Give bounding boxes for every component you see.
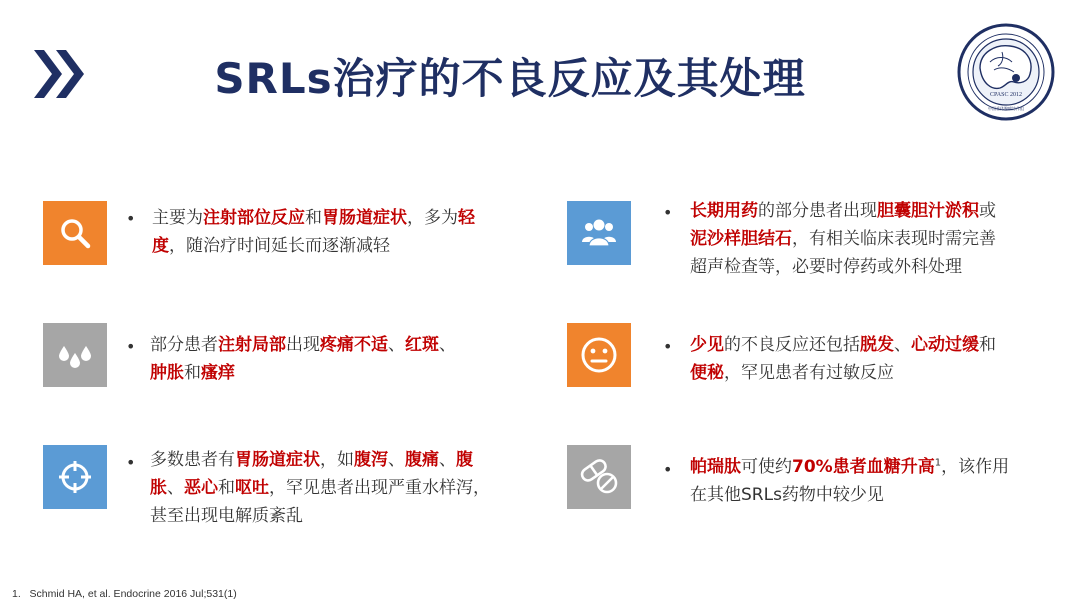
highlight-text: 腹泻 bbox=[354, 450, 388, 470]
highlight-text: 腹 bbox=[456, 450, 473, 470]
highlight-text: 瘙痒 bbox=[201, 363, 235, 383]
body-text: 部分患者 bbox=[150, 335, 218, 355]
neutral-face-icon bbox=[580, 336, 618, 374]
body-text: 、 bbox=[439, 335, 456, 355]
item-text bbox=[690, 453, 1050, 509]
droplets-icon-box bbox=[43, 323, 107, 387]
body-text: 或 bbox=[979, 201, 996, 221]
body-text: 、 bbox=[894, 335, 911, 355]
body-text: 甚至出现电解质紊乱 bbox=[150, 506, 303, 526]
item-text bbox=[150, 446, 520, 530]
body-text: 、 bbox=[388, 450, 405, 470]
highlight-text: 腹痛 bbox=[405, 450, 439, 470]
highlight-text: 轻 bbox=[458, 208, 475, 228]
highlight-text: 呕吐 bbox=[235, 478, 269, 498]
search-icon bbox=[58, 216, 92, 250]
pills-icon-box bbox=[567, 445, 631, 509]
highlight-text: 胃肠道症状 bbox=[322, 208, 407, 228]
neutral-face-icon-box bbox=[567, 323, 631, 387]
body-text: 和 bbox=[184, 363, 201, 383]
highlight-text: 帕瑞肽 bbox=[690, 457, 741, 477]
footnote-text: Schmid HA, et al. Endocrine 2016 Jul;531(1) bbox=[29, 588, 237, 600]
highlight-text: 胆囊胆汁淤积 bbox=[877, 201, 979, 221]
body-text: 和 bbox=[218, 478, 235, 498]
body-text: ，有相关临床表现时需完善 bbox=[792, 229, 996, 249]
bullet-dot: • bbox=[663, 337, 673, 356]
highlight-text: 肿胀 bbox=[150, 363, 184, 383]
body-text: 和 bbox=[305, 208, 322, 228]
cpasc-logo bbox=[956, 22, 1056, 122]
body-text: 可使约 bbox=[741, 457, 792, 477]
droplets-icon bbox=[58, 340, 92, 370]
highlight-text: 便秘 bbox=[690, 363, 724, 383]
body-text: 主要为 bbox=[152, 208, 203, 228]
highlight-text: 胃肠道症状 bbox=[235, 450, 320, 470]
body-text: 、 bbox=[167, 478, 184, 498]
group-icon-box bbox=[567, 201, 631, 265]
footnote-number: 1. bbox=[12, 588, 21, 600]
item-text bbox=[152, 204, 512, 260]
highlight-text: 胀 bbox=[150, 478, 167, 498]
highlight-text: 注射局部 bbox=[218, 335, 286, 355]
bullet-dot: • bbox=[663, 460, 673, 479]
body-text: 、 bbox=[439, 450, 456, 470]
bullet-dot: • bbox=[126, 337, 136, 356]
target-icon-box bbox=[43, 445, 107, 509]
highlight-text: 疼痛不适 bbox=[320, 335, 388, 355]
footnote bbox=[12, 588, 237, 600]
item-text bbox=[690, 197, 1050, 281]
body-text: ，该作用 bbox=[941, 457, 1010, 477]
body-text: 、 bbox=[388, 335, 405, 355]
body-text: 和 bbox=[979, 335, 996, 355]
body-text: ，多为 bbox=[407, 208, 458, 228]
body-text: ，如 bbox=[320, 450, 354, 470]
body-text: ，罕见患者出现严重水样泻， bbox=[269, 478, 490, 498]
bullet-dot: • bbox=[126, 453, 136, 472]
highlight-text: 红斑 bbox=[405, 335, 439, 355]
pills-icon bbox=[579, 459, 619, 495]
search-icon-box bbox=[43, 201, 107, 265]
target-icon bbox=[58, 460, 92, 494]
body-text: ，随治疗时间延长而逐渐减轻 bbox=[169, 236, 390, 256]
svg-text:中国垂体腺瘤协作组: 中国垂体腺瘤协作组 bbox=[988, 106, 1024, 111]
body-text: 的部分患者出现 bbox=[758, 201, 877, 221]
body-text: 的不良反应还包括 bbox=[724, 335, 860, 355]
highlight-text: 长期用药 bbox=[690, 201, 758, 221]
body-text: ，罕见患者有过敏反应 bbox=[724, 363, 894, 383]
bullet-dot: • bbox=[663, 203, 673, 222]
item-text bbox=[150, 331, 510, 387]
page-title: SRLs治疗的不良反应及其处理 bbox=[214, 54, 806, 103]
highlight-text: 70%患者血糖升高 bbox=[792, 457, 935, 477]
highlight-text: 脱发 bbox=[860, 335, 894, 355]
body-text: 多数患者有 bbox=[150, 450, 235, 470]
highlight-text: 注射部位反应 bbox=[203, 208, 305, 228]
highlight-text: 少见 bbox=[690, 335, 724, 355]
highlight-text: 泥沙样胆结石 bbox=[690, 229, 792, 249]
item-text bbox=[690, 331, 1050, 387]
group-icon bbox=[581, 218, 617, 248]
highlight-text: 恶心 bbox=[184, 478, 218, 498]
body-text: 在其他SRLs药物中较少见 bbox=[690, 485, 884, 505]
body-text: 超声检查等，必要时停药或外科处理 bbox=[690, 257, 962, 277]
bullet-dot: • bbox=[126, 209, 136, 228]
highlight-text: 心动过缓 bbox=[911, 335, 979, 355]
svg-text:CPASC 2012: CPASC 2012 bbox=[990, 92, 1022, 98]
body-text: 出现 bbox=[286, 335, 320, 355]
highlight-text: 度 bbox=[152, 236, 169, 256]
footnote-ref: 1 bbox=[934, 457, 942, 469]
